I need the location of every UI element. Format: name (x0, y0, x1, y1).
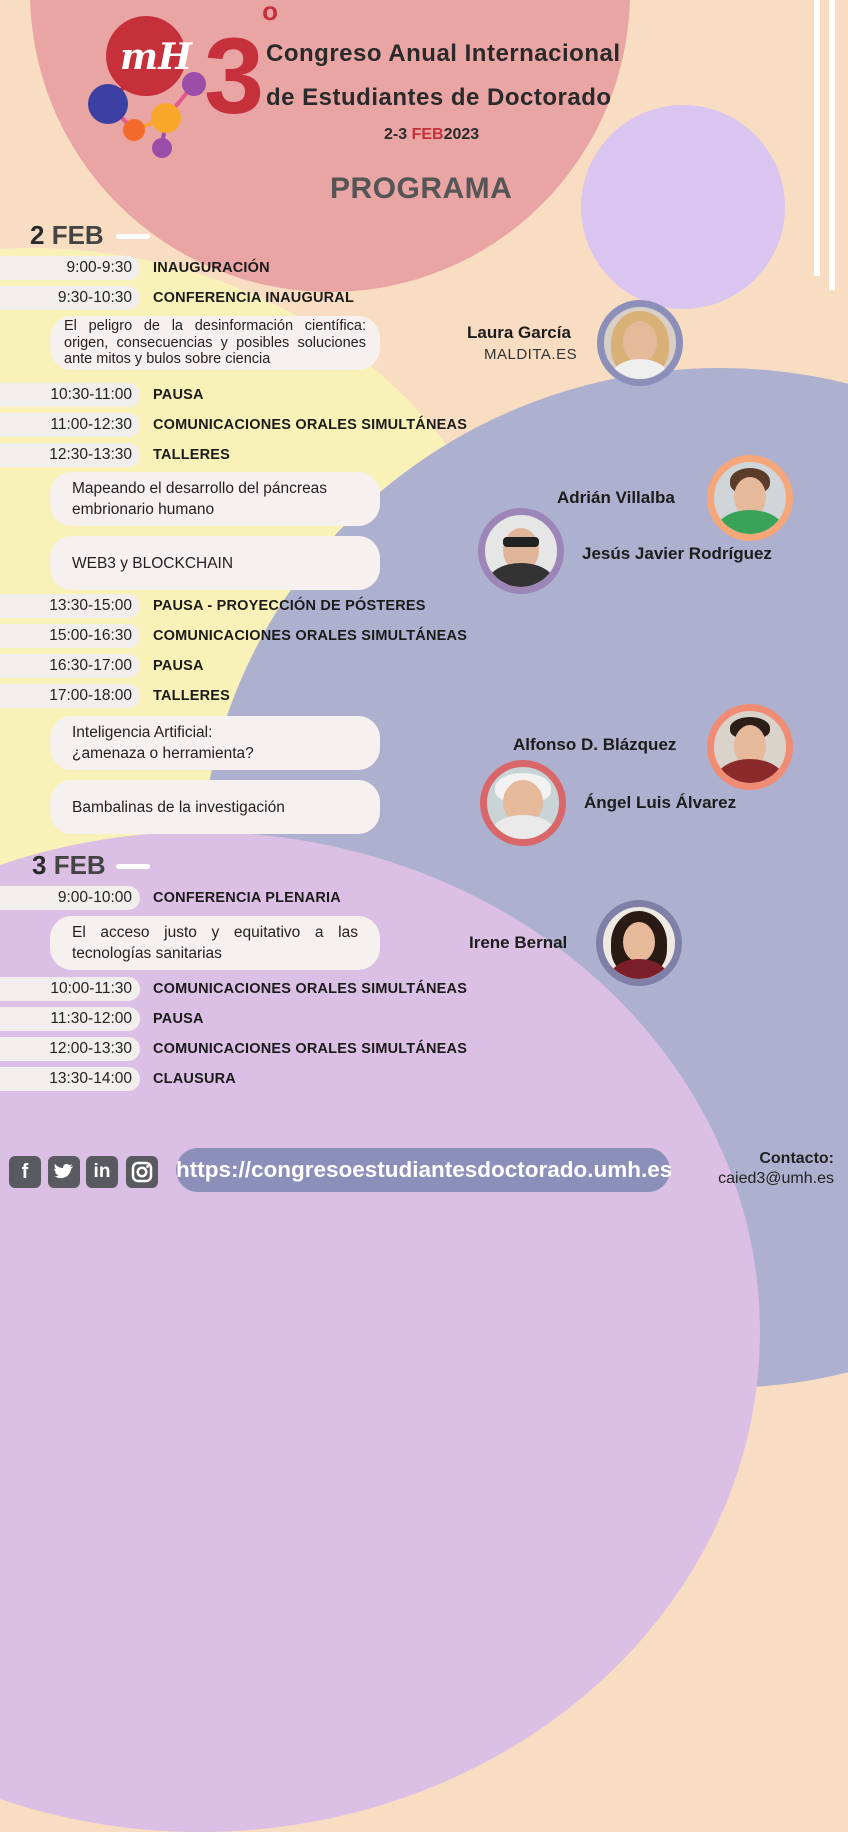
talk-bubble (50, 916, 380, 970)
decorative-line-1 (814, 0, 820, 276)
speaker-photo (597, 300, 683, 386)
day2-heading-line (116, 864, 150, 869)
workshop-bubble (50, 472, 380, 526)
time-slot: 12:30-13:30 (0, 443, 140, 467)
congress-title-line-2 (266, 84, 612, 112)
time-slot: 12:00-13:30 (0, 1037, 140, 1061)
time-slot: 10:30-11:00 (0, 383, 140, 407)
time-slot: 17:00-18:00 (0, 684, 140, 708)
session-label: PAUSA (153, 1011, 204, 1027)
title-line-1-text: Congreso Anual Internacional (266, 40, 621, 67)
contact-email[interactable]: caied3@umh.es (718, 1170, 834, 1187)
workshop-title: Mapeando el desarrollo del páncreas embrionario humano (72, 480, 328, 518)
speaker-photo (478, 508, 564, 594)
session-label: TALLERES (153, 688, 231, 704)
decorative-line-2 (829, 0, 835, 290)
speaker-name: Laura García (467, 323, 571, 342)
session-label: COMUNICACIONES ORALES SIMULTÁNEAS (153, 1041, 468, 1057)
logo-text: mH (120, 36, 193, 78)
day1-heading: 2 FEB (30, 220, 104, 250)
session-label: INAUGURACIÓN (153, 260, 270, 276)
speaker-photo (596, 900, 682, 986)
session-label: CONFERENCIA PLENARIA (153, 890, 341, 906)
session-label: PAUSA - PROYECCIÓN DE PÓSTERES (153, 598, 426, 614)
congress-dates: 2-3 FEB2023 (384, 126, 480, 143)
time-slot: 9:30-10:30 (0, 286, 140, 310)
time-slot: 9:00-10:00 (0, 886, 140, 910)
facebook-icon[interactable]: f (9, 1156, 41, 1188)
time-slot: 15:00-16:30 (0, 624, 140, 648)
session-label: COMUNICACIONES ORALES SIMULTÁNEAS (153, 417, 468, 433)
talk-bubble (50, 316, 380, 370)
congress-logo (82, 12, 212, 162)
edition-number: 3$^o$ (204, 22, 278, 130)
time-slot: 11:00-12:30 (0, 413, 140, 437)
speaker-photo (707, 455, 793, 541)
program-title: PROGRAMA (330, 172, 513, 205)
title-line-2-text: de Estudiantes de Doctorado (266, 84, 612, 111)
time-slot: 13:30-15:00 (0, 594, 140, 618)
speaker-name: Jesús Javier Rodríguez (582, 544, 772, 563)
session-label: CONFERENCIA INAUGURAL (153, 290, 355, 306)
workshop-title: Inteligencia Artificial: ¿amenaza o herramienta? (72, 724, 254, 762)
talk-title: El acceso justo y equitativo a las tecnologías sanitarias (72, 924, 358, 962)
contact-title: Contacto: (759, 1150, 834, 1167)
speaker-photo (707, 704, 793, 790)
workshop-bubble (50, 780, 380, 834)
session-label: COMUNICACIONES ORALES SIMULTÁNEAS (153, 981, 468, 997)
twitter-icon[interactable] (48, 1156, 80, 1188)
instagram-icon[interactable] (126, 1156, 158, 1188)
talk-title: El peligro de la desinformación científica: origen, consecuencias y posibles soluciones ante mitos y bulos sobre ciencia (64, 318, 366, 368)
edition-suffix: o (262, 0, 278, 26)
day1-heading-line (116, 234, 150, 239)
time-slot: 11:30-12:00 (0, 1007, 140, 1031)
linkedin-icon[interactable]: in (86, 1156, 118, 1188)
day2-heading: 3 FEB (32, 850, 106, 880)
workshop-title: WEB3 y BLOCKCHAIN (72, 554, 234, 572)
workshop-title: Bambalinas de la investigación (72, 798, 285, 816)
time-slot: 9:00-9:30 (0, 256, 140, 280)
speaker-organization: MALDITA.ES (484, 346, 578, 363)
workshop-bubble (50, 536, 380, 590)
speaker-name: Ángel Luis Álvarez (584, 793, 737, 812)
time-slot: 10:00-11:30 (0, 977, 140, 1001)
time-slot: 13:30-14:00 (0, 1067, 140, 1091)
session-label: COMUNICACIONES ORALES SIMULTÁNEAS (153, 628, 468, 644)
session-label: PAUSA (153, 658, 204, 674)
website-link[interactable]: https://congresoestudiantesdoctorado.umh.es (176, 1148, 670, 1192)
lavender-circle (581, 105, 785, 309)
session-label: TALLERES (153, 447, 231, 463)
speaker-name: Alfonso D. Blázquez (513, 735, 677, 754)
congress-title-line-1 (266, 40, 621, 68)
time-slot: 16:30-17:00 (0, 654, 140, 678)
session-label: CLAUSURA (153, 1071, 236, 1087)
speaker-photo (480, 760, 566, 846)
speaker-name: Irene Bernal (469, 933, 568, 952)
workshop-bubble (50, 716, 380, 770)
speaker-name: Adrián Villalba (557, 488, 675, 507)
session-label: PAUSA (153, 387, 204, 403)
